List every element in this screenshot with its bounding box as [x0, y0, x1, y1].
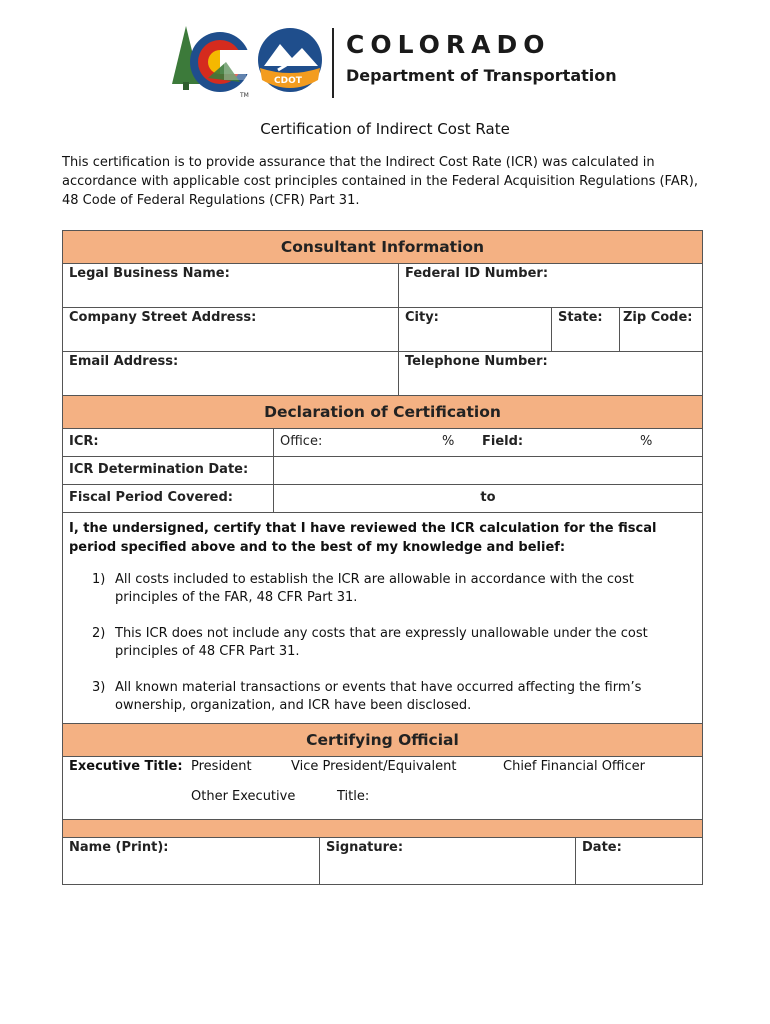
state-field[interactable]	[551, 308, 619, 351]
office-percent: %	[442, 434, 455, 449]
fiscal-label: Fiscal Period Covered:	[69, 490, 234, 505]
signature-label: Signature:	[326, 840, 404, 855]
separator-band	[63, 820, 702, 838]
signature-field[interactable]	[319, 838, 575, 884]
item-text: All known material transactions or events that have occurred affecting the firm’s ownership, organization, and ICR have been disclosed.	[115, 680, 642, 713]
fiscal-to: to	[480, 490, 496, 505]
intro-paragraph: This certification is to provide assurance that the Indirect Cost Rate (ICR) was calculated in accordance with applicable cost principles contained in the Federal Acquisition Regulations (FAR), 48 Code of Federal Regulations (CFR) Part 31.	[62, 155, 698, 208]
executive-title-block	[63, 757, 702, 820]
document-title: Certification of Indirect Cost Rate	[260, 120, 510, 138]
state-name: COLORADO	[346, 30, 551, 59]
name-print-label: Name (Print):	[69, 840, 169, 855]
item-number: 1)	[92, 572, 106, 587]
item-number: 3)	[92, 680, 106, 695]
official-heading: Certifying Official	[63, 724, 702, 757]
cdot-badge: CDOT	[274, 76, 302, 86]
header-logo	[168, 22, 617, 102]
consultant-row-3	[63, 352, 702, 396]
email-label: Email Address:	[69, 354, 179, 369]
icr-date-label: ICR Determination Date:	[69, 462, 249, 477]
phone-field[interactable]	[398, 352, 702, 395]
field-label: Field:	[482, 434, 524, 449]
list-item	[92, 571, 696, 607]
option-cfo[interactable]: Chief Financial Officer	[503, 759, 645, 774]
certification-form	[62, 230, 703, 885]
item-text: This ICR does not include any costs that are expressly unallowable under the cost principles of 48 CFR Part 31.	[115, 626, 648, 659]
exec-title-label: Executive Title:	[69, 759, 183, 774]
statement-lead: I, the undersigned, certify that I have reviewed the ICR calculation for the fiscal period specified above and to the best of my knowledge and belief:	[69, 521, 657, 555]
city-field[interactable]	[398, 308, 551, 351]
option-president[interactable]: President	[191, 759, 252, 774]
email-field[interactable]	[63, 352, 398, 395]
icr-values[interactable]	[273, 429, 702, 456]
option-vice-president[interactable]: Vice President/Equivalent	[291, 759, 457, 774]
cdot-logo-icon	[168, 22, 328, 102]
other-title-label[interactable]: Title:	[337, 789, 370, 804]
icr-date-row	[63, 457, 702, 485]
icr-date-field[interactable]	[273, 457, 702, 484]
federal-id-field[interactable]	[398, 264, 702, 307]
brand-divider	[332, 28, 334, 98]
department-name: Department of Transportation	[346, 66, 617, 85]
street-field[interactable]	[63, 308, 398, 351]
state-label: State:	[558, 310, 603, 325]
phone-label: Telephone Number:	[405, 354, 548, 369]
zip-field[interactable]	[619, 308, 702, 351]
consultant-row-1	[63, 264, 702, 308]
consultant-row-2	[63, 308, 702, 352]
item-text: All costs included to establish the ICR are allowable in accordance with the cost principles of the FAR, 48 CFR Part 31.	[115, 572, 634, 605]
office-label: Office:	[280, 434, 323, 449]
field-percent: %	[640, 434, 653, 449]
item-number: 2)	[92, 626, 106, 641]
fiscal-field[interactable]	[273, 485, 702, 512]
declaration-heading: Declaration of Certification	[63, 396, 702, 429]
signature-row	[63, 838, 702, 884]
legal-name-label: Legal Business Name:	[69, 266, 230, 281]
list-item	[92, 625, 696, 661]
street-label: Company Street Address:	[69, 310, 257, 325]
option-other-executive[interactable]: Other Executive	[191, 789, 296, 804]
zip-label: Zip Code:	[623, 310, 693, 325]
date-label: Date:	[582, 840, 622, 855]
name-print-field[interactable]	[63, 838, 319, 884]
trademark: TM	[240, 92, 249, 99]
icr-label: ICR:	[69, 434, 99, 449]
certification-statement	[63, 513, 702, 724]
icr-row	[63, 429, 702, 457]
city-label: City:	[405, 310, 439, 325]
legal-name-field[interactable]	[63, 264, 398, 307]
fiscal-row	[63, 485, 702, 513]
federal-id-label: Federal ID Number:	[405, 266, 549, 281]
list-item	[92, 679, 696, 715]
date-field[interactable]	[575, 838, 702, 884]
consultant-heading: Consultant Information	[63, 231, 702, 264]
